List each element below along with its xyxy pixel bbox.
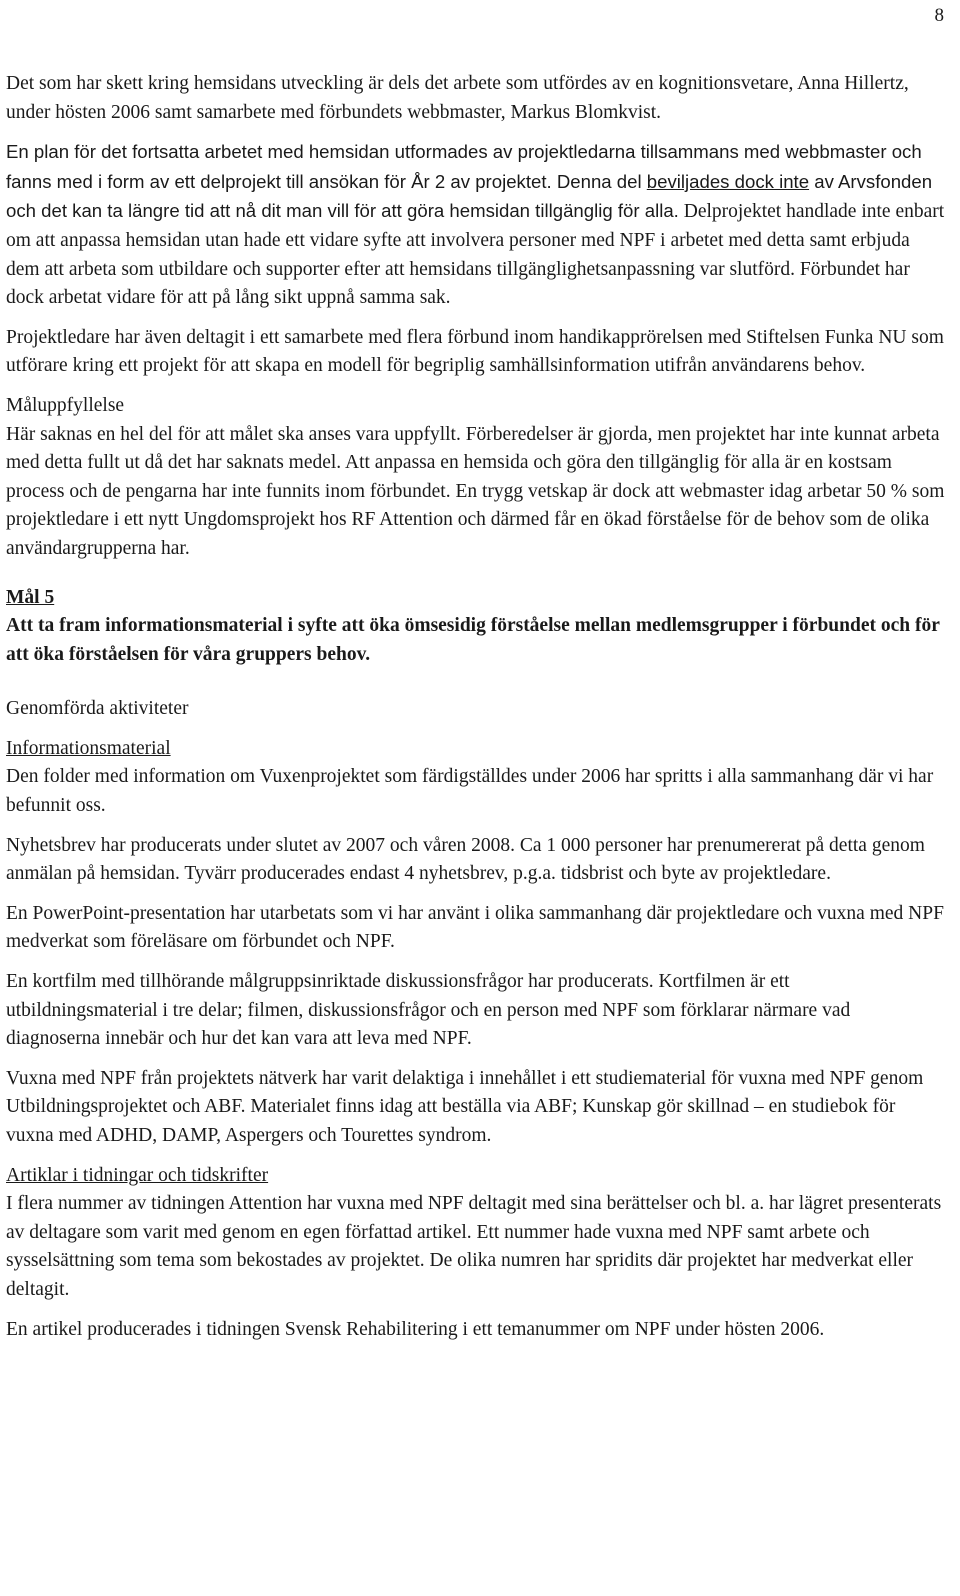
paragraph-powerpoint: En PowerPoint-presentation har utarbetats som vi har använt i olika sammanhang där projektledare och vuxna med NPF medverkat som föreläsare om förbundet och NPF. <box>6 902 944 953</box>
heading-maluppfyllelse: Måluppfyllelse <box>6 394 125 416</box>
paragraph-folder: Den folder med information om Vuxenprojektet som färdigställdes under 2006 har spritts i alla sammanhang där vi har befunnit oss. <box>6 766 934 817</box>
paragraph-kortfilm: En kortfilm med tillhörande målgruppsinriktade diskussionsfrågor har producerats. Kortfilmen är ett utbildningsmaterial i tre delar; filmen, diskussionsfrågor och en person med NPF som förklarar närmare vad diagnoserna innebär och hur det kan vara att leva med NPF. <box>6 971 851 1050</box>
subheading-artiklar: Artiklar i tidningar och tidskrifter <box>6 1164 269 1186</box>
page-content <box>6 70 946 1355</box>
plan-text-serif: Delprojektet handlade inte enbart om att anpassa hemsidan utan hade ett vidare syfte att involvera personer med NPF i arbetet med detta samt erbjuda dem att arbeta som utbildare och supporter efter att hemsidans tillgänglighetsanpassning var slutförd. Förbundet har dock arbetat vidare för att på lång sikt uppnå samma sak. <box>6 201 945 309</box>
paragraph-svensk-rehabilitering: En artikel producerades i tidningen Svensk Rehabilitering i ett temanummer om NPF under hösten 2006. <box>6 1318 825 1340</box>
plan-text-underlined: beviljades dock inte <box>646 170 810 192</box>
goal-label: Mål 5 <box>6 586 55 608</box>
paragraph-hemsidans-utveckling: Det som har skett kring hemsidans utveckling är dels det arbete som utfördes av en kognitionsvetare, Anna Hillertz, under hösten 2006 samt samarbete med förbundets webbmaster, Markus Blomkvist. <box>6 73 909 123</box>
paragraph-studiematerial: Vuxna med NPF från projektets nätverk har varit delaktiga i innehållet i ett studiematerial för vuxna med NPF genom Utbildningsprojektet och ABF. Materialet finns idag att beställa via ABF; Kunskap gör skillnad – en studiebok för vuxna med ADHD, DAMP, Aspergers och Tourettes syndrom. <box>6 1067 924 1146</box>
subheading-informationsmaterial: Informationsmaterial <box>6 737 171 759</box>
paragraph-funka-nu: Projektledare har även deltagit i ett samarbete med flera förbund inom handikapprörelsen med Stiftelsen Funka NU som utförare kring ett projekt för att skapa en modell för begriplig samhällsinformation utifrån användarens behov. <box>6 326 944 377</box>
plan-text-sans-b: av Arvsfonden och det kan ta längre tid att nå dit man vill för att göra hemsidan tillgänglig för alla. <box>6 170 933 222</box>
paragraph-plan-hemsidan <box>6 138 946 313</box>
page-number: 8 <box>934 5 944 26</box>
goal-text: Att ta fram informationsmaterial i syfte att öka ömsesidig förståelse mellan medlemsgrupper i förbundet och för att öka förståelsen för våra gruppers behov. <box>6 615 940 665</box>
plan-text-sans-a: En plan för det fortsatta arbetet med hemsidan utformades av projektledarna tillsammans med webbmaster och fanns med i form av ett delprojekt till ansökan för År 2 av projektet. Denna del <box>6 141 922 192</box>
paragraph-attention: I flera nummer av tidningen Attention har vuxna med NPF deltagit med sina berättelser och bl. a. har lägret presenterats av deltagare som varit med genom en egen författad artikel. Ett nummer hade vuxna med NPF samt arbete och sysselsättning som tema som bekostades av projektet. De olika numren har spridits där projektet har medverkat eller deltagit. <box>6 1193 942 1300</box>
heading-genomforda-aktiviteter: Genomförda aktiviteter <box>6 698 189 720</box>
paragraph-maluppfyllelse: Här saknas en hel del för att målet ska anses vara uppfyllt. Förberedelser är gjorda, men projektet har inte kunnat arbeta med detta fullt ut då det har saknats medel. Att anpassa en hemsida och göra den tillgänglig för alla är en kostsam process och de pengarna har inte funnits inom förbundet. En trygg vetskap är dock att webmaster idag arbetar 50 % som projektledare i ett nytt Ungdomsprojekt hos RF Attention och därmed får en ökad förståelse för de behov som de olika användargrupperna har. <box>6 423 945 559</box>
paragraph-nyhetsbrev: Nyhetsbrev har producerats under slutet av 2007 och våren 2008. Ca 1 000 personer har prenumererat på detta genom anmälan på hemsidan. Tyvärr producerades endast 4 nyhetsbrev, p.g.a. tidsbrist och byte av projektledare. <box>6 834 925 885</box>
